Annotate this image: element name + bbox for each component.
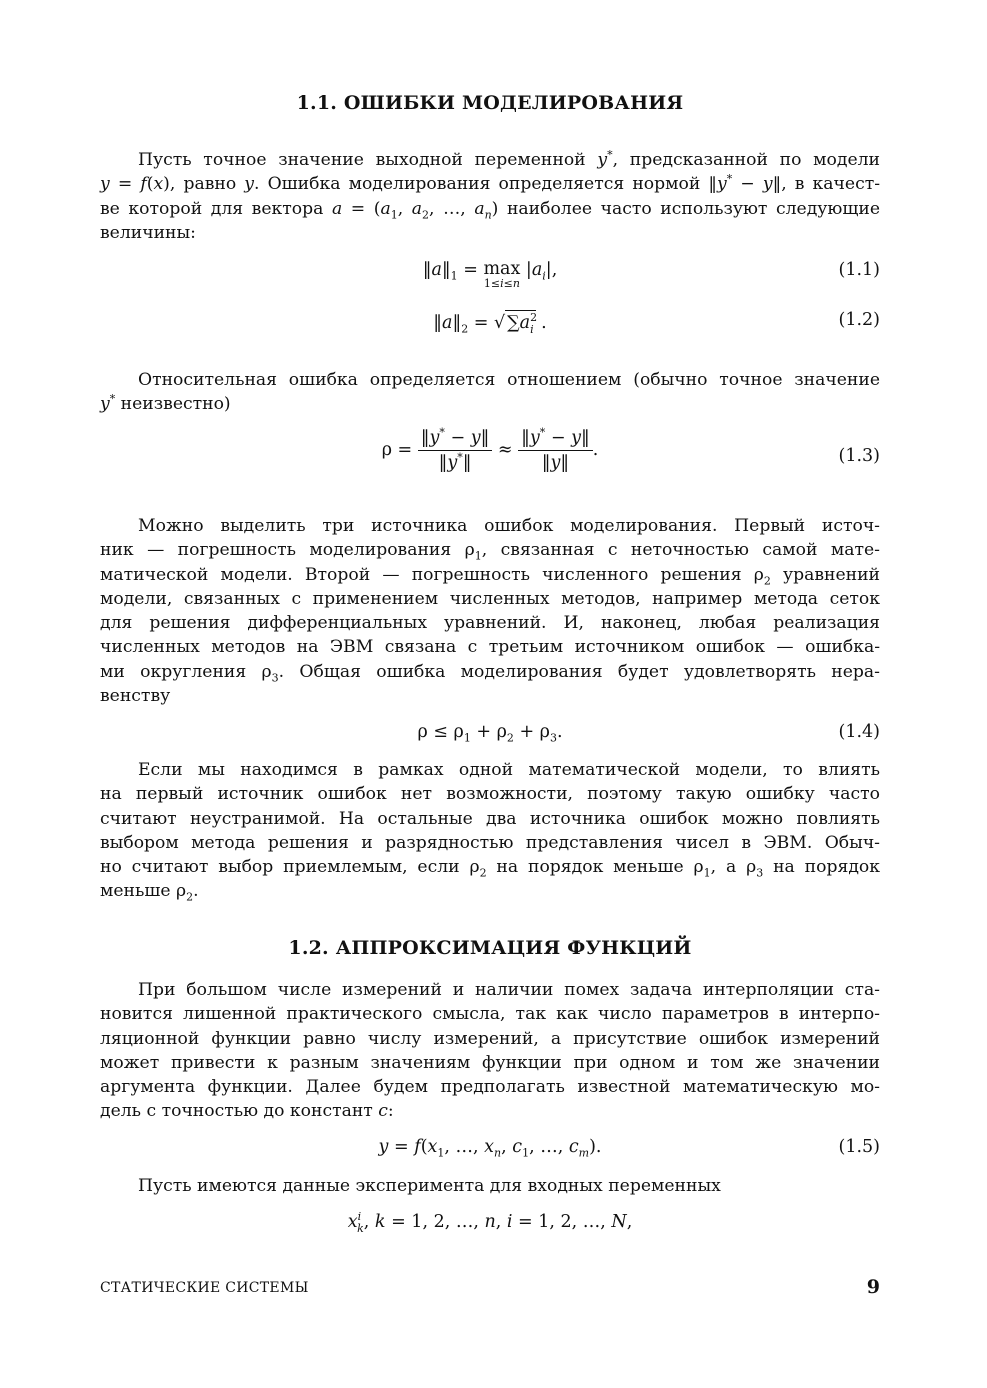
paragraph-line: ве которой для вектора $a = (a_1$, $a_2$, …, $a_n$) наиболее часто используют следующие	[100, 198, 880, 222]
paragraph-line: Относительная ошибка определяется отношением (обычно точное значение	[138, 370, 880, 390]
paragraph-line: y = f(x), равно y. Ошибка моделирования определяется нормой ‖y* − y‖, в качест-	[100, 172, 881, 195]
equation-1-5	[100, 1137, 880, 1167]
paragraph-line: Если мы находимся в рамках одной математической модели, то влиять	[138, 760, 880, 780]
paragraph-line: численных методов на ЭВМ связана с третьим источником ошибок — ошибка-	[100, 637, 880, 658]
equation-number: (1.1)	[838, 260, 880, 280]
paragraph-line: может привести к разным значениям функции при одном и том же значении	[100, 1052, 880, 1073]
equation-number: (1.5)	[838, 1137, 880, 1157]
equation-inputs	[100, 1212, 880, 1242]
paragraph-line: При большом числе измерений и наличии помех задача интерполяции ста-	[138, 980, 880, 1000]
paragraph-line: выбором метода решения и разрядностью представления чисел в ЭВМ. Обыч-	[100, 832, 880, 853]
paragraph-line: новится лишенной практического смысла, так как число параметров в интерпо-	[100, 1004, 880, 1025]
paragraph-line: величины:	[100, 222, 196, 243]
equation-number: (1.4)	[838, 722, 880, 742]
paragraph-line: считают неустранимой. На остальные два источника ошибок можно повлиять	[100, 808, 880, 829]
page-number: 9	[866, 1276, 880, 1298]
paragraph-line: дель с точностью до констант c:	[100, 1101, 394, 1122]
equation-body: ρ = $\frac{‖y^* - y‖}{‖y^*‖}$ ≈ $\frac{‖y^* - y‖}{‖y‖}$ .	[381, 426, 599, 473]
equation-1-1	[100, 260, 880, 290]
section-1-title: 1.1. ОШИБКИ МОДЕЛИРОВАНИЯ	[296, 92, 684, 114]
equation-body: $x^i_k$, k = 1, 2, …, n, i = 1, 2, …, N,	[347, 1210, 633, 1235]
paragraph-line: модели, связанных с применением численных методов, например метода сеток	[100, 588, 880, 609]
paragraph-line: на первый источник ошибок нет возможности, поэтому такую ошибку часто	[100, 784, 880, 805]
equation-1-2	[100, 310, 880, 340]
section-1-paragraph-1	[100, 148, 880, 245]
paragraph-line: Пусть имеются данные эксперимента для входных переменных	[138, 1176, 721, 1196]
equation-body: $‖a‖_1 = \max$ 1≤i≤n $|a_i|$,	[422, 259, 558, 290]
running-footer: СТАТИЧЕСКИЕ СИСТЕМЫ	[100, 1280, 309, 1296]
paragraph-line: ник — погрешность моделирования $\rho_1$, связанная с неточностью самой мате-	[100, 540, 880, 563]
paragraph-line: Пусть точное значение выходной переменной y*, предсказанной по модели	[138, 148, 880, 170]
equation-1-4	[100, 722, 880, 752]
paragraph-line: меньше $\rho_2$.	[100, 881, 199, 904]
paragraph-line: аргумента функции. Далее будем предполагать известной математическую мо-	[100, 1077, 880, 1098]
section-1-paragraph-4	[100, 758, 880, 904]
paragraph-line: матической модели. Второй — погрешность численного решения $\rho_2$ уравнений	[100, 564, 881, 588]
section-2-paragraph-2	[100, 1174, 880, 1198]
equation-number: (1.3)	[838, 446, 880, 466]
paragraph-line: y* неизвестно)	[100, 392, 231, 415]
section-2-paragraph-1	[100, 978, 880, 1124]
equation-1-3	[100, 428, 880, 488]
paragraph-line: Можно выделить три источника ошибок моделирования. Первый источ-	[138, 516, 880, 536]
equation-body: $‖a‖_2$ = √ $\sum a^2_i$ .	[433, 311, 547, 336]
equation-number: (1.2)	[838, 310, 880, 330]
paragraph-line: ми округления $\rho_3$. Общая ошибка моделирования будет удовлетворять нера-	[100, 661, 880, 685]
paragraph-line: венству	[100, 686, 171, 707]
paragraph-line: но считают выбор приемлемым, если $\rho_2$ на порядок меньше $\rho_1$, а $\rho_3$ на порядок	[100, 857, 880, 880]
equation-body: $y = f(x_1$, …, $x_n$, $c_1$, …, $c_m$).	[378, 1137, 602, 1160]
paragraph-line: для решения дифференциальных уравнений. И, наконец, любая реализация	[100, 613, 880, 634]
equation-body: $\rho \le \rho_1 + \rho_2 + \rho_3$.	[417, 722, 563, 745]
paragraph-line: ляционной функции равно числу измерений, а присутствие ошибок измерений	[100, 1028, 880, 1049]
section-1-paragraph-2	[100, 368, 880, 417]
section-1-paragraph-3	[100, 514, 880, 708]
section-2-title: 1.2. АППРОКСИМАЦИЯ ФУНКЦИЙ	[288, 937, 692, 959]
